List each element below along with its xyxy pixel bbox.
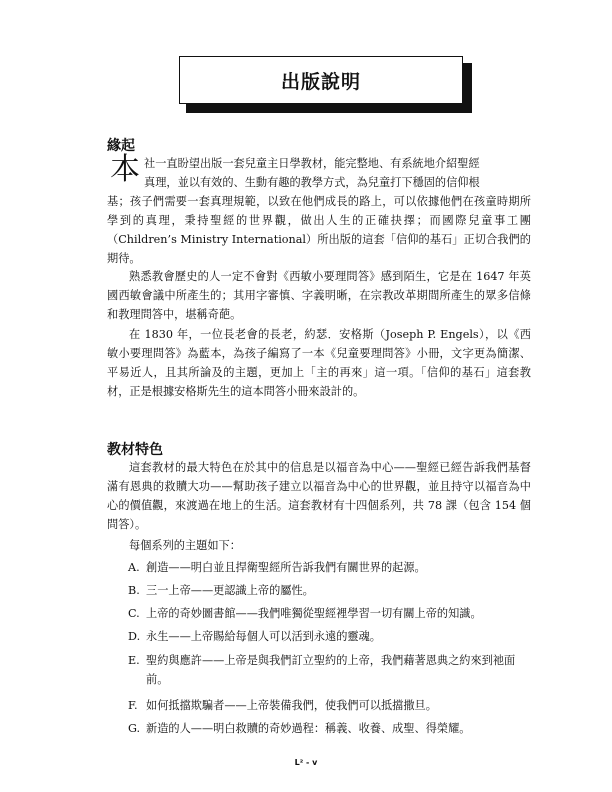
title-box [179, 56, 463, 104]
drop-cap: 本 [110, 152, 140, 187]
section-heading-features: 教材特色 [107, 442, 163, 458]
section-heading-origin: 緣起 [107, 138, 135, 154]
paragraph: 在 1830 年，一位長老會的長老，約瑟．安格斯（Joseph P. Engels），以《西敏小要理問答》為藍本，為孩子編寫了一本《兒童要理問答》小冊，文字更為簡潔、平易近人，且其所論及的主題，更加上「主的再來」這一項。「信仰的基石」這套教材，正是根據安格斯先生的這本問答小冊來設計的。 [107, 328, 531, 398]
page-title: 出版說明 [280, 70, 361, 93]
paragraph: 這套教材的最大特色在於其中的信息是以福音為中心——聖經已經告訴我們基督滿有恩典的救贖大功——幫助孩子建立以福音為中心的世界觀，並且持守以福音為中心的價值觀，來渡過在地上的生活。這套教材有十四個系列，共 78 課（包含 154 個問答）。 [107, 461, 531, 531]
paragraph: 基；孩子們需要一套真理規範，以致在他們成長的路上，可以依據他們在孩童時期所學到的真理，秉持聖經的世界觀，做出人生的正確抉擇；而國際兒童事工團（Children’s Ministry International）所出版的這套「信仰的基石」正切合我們的期待。 [107, 195, 531, 265]
paragraph: 每個系列的主題如下： [129, 539, 241, 552]
paragraph-line: 社一直盼望出版一套兒童主日學教材，能完整地、有系統地介紹聖經 [144, 157, 480, 170]
paragraph: 熟悉教會歷史的人一定不會對《西敏小要理問答》感到陌生，它是在 1647 年英國西敏會議中所產生的；其用字審慎、字義明晰，在宗教改革期間所產生的眾多信條和教理問答中，堪稱奇葩。 [107, 270, 531, 321]
paragraph-line: 真理，並以有效的、生動有趣的教學方式，為兒童打下穩固的信仰根 [144, 176, 480, 189]
page-number: L² - v [294, 758, 318, 767]
